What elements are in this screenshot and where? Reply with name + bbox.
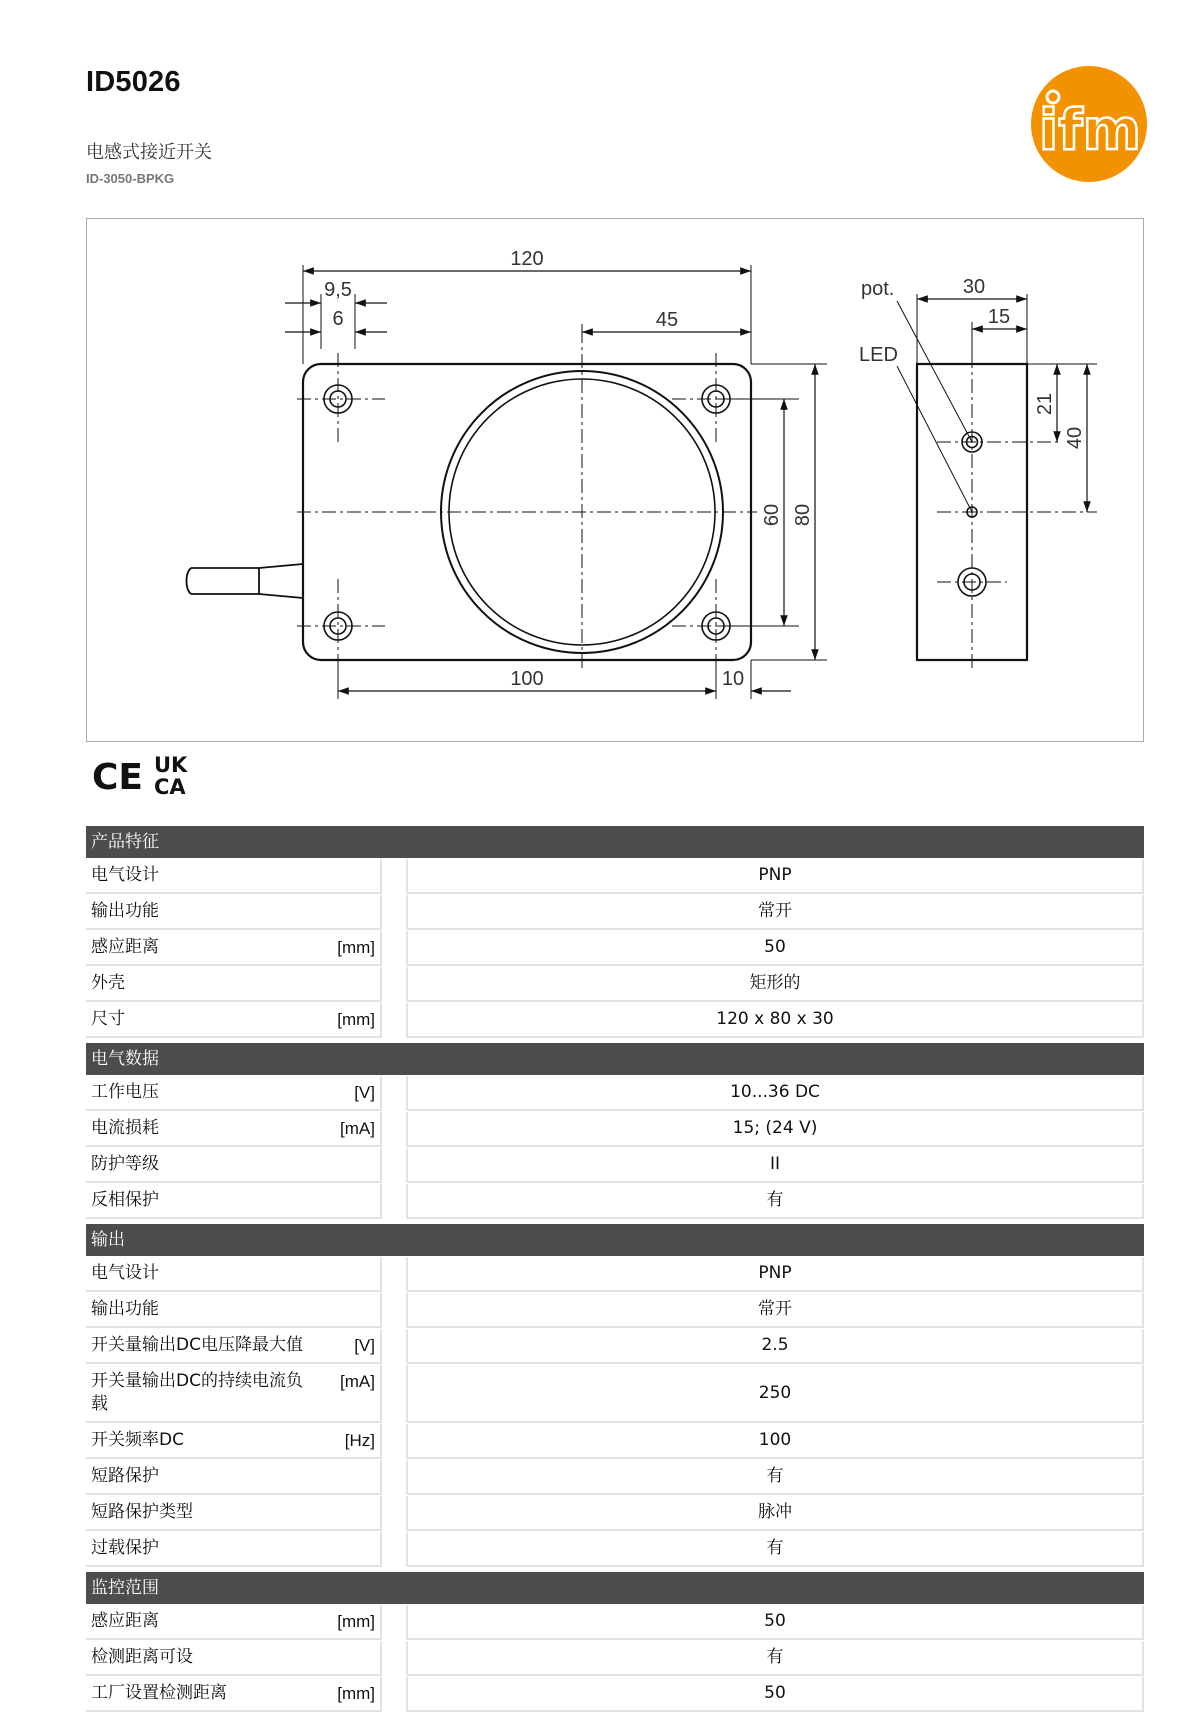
spec-unit: [mA] [340, 1119, 375, 1138]
spec-unit: [mm] [337, 1612, 375, 1631]
spec-value-cell [406, 895, 1144, 930]
spec-label: 尺寸 [91, 1009, 125, 1029]
label-pot: pot. [861, 278, 895, 300]
spec-value-cell [406, 1112, 1144, 1147]
spec-row [86, 895, 1144, 930]
spec-value: PNP [758, 865, 792, 885]
spec-row [86, 931, 1144, 966]
spec-label: 防护等级 [91, 1154, 159, 1174]
spec-row [86, 1112, 1144, 1147]
spec-label: 感应距离 [91, 937, 159, 957]
spec-row [86, 1293, 1144, 1328]
spec-label: 输出功能 [91, 1299, 159, 1319]
spec-unit: [Hz] [344, 1431, 375, 1450]
spec-label-cell [86, 1148, 382, 1183]
spec-value: 脉冲 [758, 1502, 792, 1522]
spec-value-cell [406, 1257, 1144, 1292]
ukca-mark-top: UK [154, 753, 188, 777]
spec-value-cell [406, 1184, 1144, 1219]
spec-row [86, 1677, 1144, 1712]
spec-value-cell [406, 1677, 1144, 1712]
certification-marks [92, 752, 202, 798]
spec-value-cell [406, 967, 1144, 1002]
spec-label: 开关量输出DC的持续电流负载 [91, 1371, 303, 1414]
spec-label: 短路保护类型 [91, 1502, 193, 1522]
spec-value: 10...36 DC [730, 1082, 820, 1102]
dim-60: 60 [761, 503, 783, 527]
spec-label-cell [86, 931, 382, 966]
dim-40: 40 [1064, 426, 1086, 450]
spec-label-cell [86, 1076, 382, 1111]
spec-value: 有 [766, 1190, 784, 1210]
dim-30: 30 [962, 276, 986, 298]
spec-label-cell [86, 1329, 382, 1364]
spec-label-cell [86, 1424, 382, 1459]
spec-value: 100 [758, 1430, 792, 1450]
spec-label-cell [86, 1293, 382, 1328]
spec-row [86, 1424, 1144, 1459]
spec-row [86, 1532, 1144, 1567]
spec-value: 有 [766, 1538, 784, 1558]
spec-label: 输出功能 [91, 901, 159, 921]
spec-label-cell [86, 1257, 382, 1292]
ifm-logo [1030, 65, 1148, 183]
section-header: 产品特征 [86, 826, 1144, 858]
spec-value-cell [406, 1460, 1144, 1495]
spec-row [86, 1076, 1144, 1111]
spec-value-cell [406, 1532, 1144, 1567]
ce-mark: CE [92, 757, 144, 798]
spec-label-cell [86, 1003, 382, 1038]
spec-label-cell [86, 1365, 382, 1423]
spec-label-cell [86, 1184, 382, 1219]
section-header: 电气数据 [86, 1043, 1144, 1075]
spec-unit: [mm] [337, 1684, 375, 1703]
dim-6: 6 [332, 308, 344, 330]
spec-value-cell [406, 1496, 1144, 1531]
spec-value: 50 [764, 1683, 786, 1703]
spec-value: 常开 [758, 1299, 792, 1319]
spec-label: 工作电压 [91, 1082, 159, 1102]
spec-value: 有 [766, 1466, 784, 1486]
spec-row [86, 1365, 1144, 1423]
spec-row [86, 1257, 1144, 1292]
spec-label: 过载保护 [91, 1538, 159, 1558]
spec-value: 50 [764, 937, 786, 957]
spec-value-cell [406, 1293, 1144, 1328]
spec-label: 外壳 [91, 973, 125, 993]
spec-value-cell [406, 1365, 1144, 1423]
logo-text: ifm [1039, 98, 1141, 163]
spec-unit: [mA] [340, 1372, 375, 1391]
spec-value-cell [406, 931, 1144, 966]
spec-label-cell [86, 967, 382, 1002]
spec-row [86, 1184, 1144, 1219]
spec-label: 电气设计 [91, 865, 159, 885]
spec-unit: [V] [354, 1083, 375, 1102]
dimension-drawing [86, 218, 1144, 742]
spec-label: 感应距离 [91, 1611, 159, 1631]
spec-row [86, 1148, 1144, 1183]
spec-label: 电气设计 [91, 1263, 159, 1283]
section-header: 输出 [86, 1224, 1144, 1256]
spec-label: 开关量输出DC电压降最大值 [91, 1335, 303, 1355]
spec-label: 工厂设置检测距离 [91, 1683, 227, 1703]
dim-45: 45 [655, 309, 679, 331]
dim-100: 100 [510, 668, 544, 690]
spec-value-cell [406, 1003, 1144, 1038]
spec-value: 矩形的 [749, 973, 801, 993]
spec-label-cell [86, 1532, 382, 1567]
spec-value-cell [406, 1605, 1144, 1640]
label-led: LED [859, 344, 898, 366]
spec-value: II [769, 1154, 781, 1174]
dim-15: 15 [987, 306, 1011, 328]
spec-label-cell [86, 1677, 382, 1712]
spec-value-cell [406, 1076, 1144, 1111]
spec-label: 短路保护 [91, 1466, 159, 1486]
dim-80: 80 [792, 503, 814, 527]
spec-value-cell [406, 1148, 1144, 1183]
spec-row [86, 1003, 1144, 1038]
spec-value: 120 x 80 x 30 [716, 1009, 834, 1029]
spec-label-cell [86, 859, 382, 894]
dim-10: 10 [721, 668, 745, 690]
spec-value: 250 [758, 1382, 792, 1403]
spec-label-cell [86, 1460, 382, 1495]
ukca-mark-bottom: CA [154, 775, 186, 798]
spec-row [86, 1496, 1144, 1531]
spec-row [86, 967, 1144, 1002]
article-code: ID-3050-BPKG [86, 171, 175, 186]
product-code-title: ID5026 [86, 66, 181, 98]
spec-label-cell [86, 895, 382, 930]
product-type: 电感式接近开关 [86, 142, 212, 163]
specification-table [86, 826, 1144, 1712]
spec-label-cell [86, 1641, 382, 1676]
spec-label-cell [86, 1496, 382, 1531]
spec-label: 检测距离可设 [91, 1647, 193, 1667]
spec-label-cell [86, 1605, 382, 1640]
section-header: 监控范围 [86, 1572, 1144, 1604]
spec-row [86, 859, 1144, 894]
spec-value-cell [406, 1641, 1144, 1676]
spec-row [86, 1329, 1144, 1364]
dim-length-120: 120 [510, 248, 544, 270]
spec-value-cell [406, 859, 1144, 894]
spec-value: 有 [766, 1647, 784, 1667]
spec-value: 常开 [758, 901, 792, 921]
spec-value-cell [406, 1424, 1144, 1459]
spec-value: 2.5 [761, 1335, 789, 1355]
spec-unit: [mm] [337, 938, 375, 957]
spec-value: 15; (24 V) [732, 1118, 818, 1138]
dim-9-5: 9,5 [324, 279, 352, 301]
spec-row [86, 1605, 1144, 1640]
spec-value-cell [406, 1329, 1144, 1364]
dim-21: 21 [1034, 392, 1056, 416]
spec-unit: [V] [354, 1336, 375, 1355]
spec-label: 反相保护 [91, 1190, 159, 1210]
spec-row [86, 1460, 1144, 1495]
spec-value: PNP [758, 1263, 792, 1283]
spec-unit: [mm] [337, 1010, 375, 1029]
spec-label: 电流损耗 [91, 1118, 159, 1138]
spec-row [86, 1641, 1144, 1676]
spec-value: 50 [764, 1611, 786, 1631]
spec-label: 开关频率DC [91, 1430, 184, 1450]
spec-label-cell [86, 1112, 382, 1147]
